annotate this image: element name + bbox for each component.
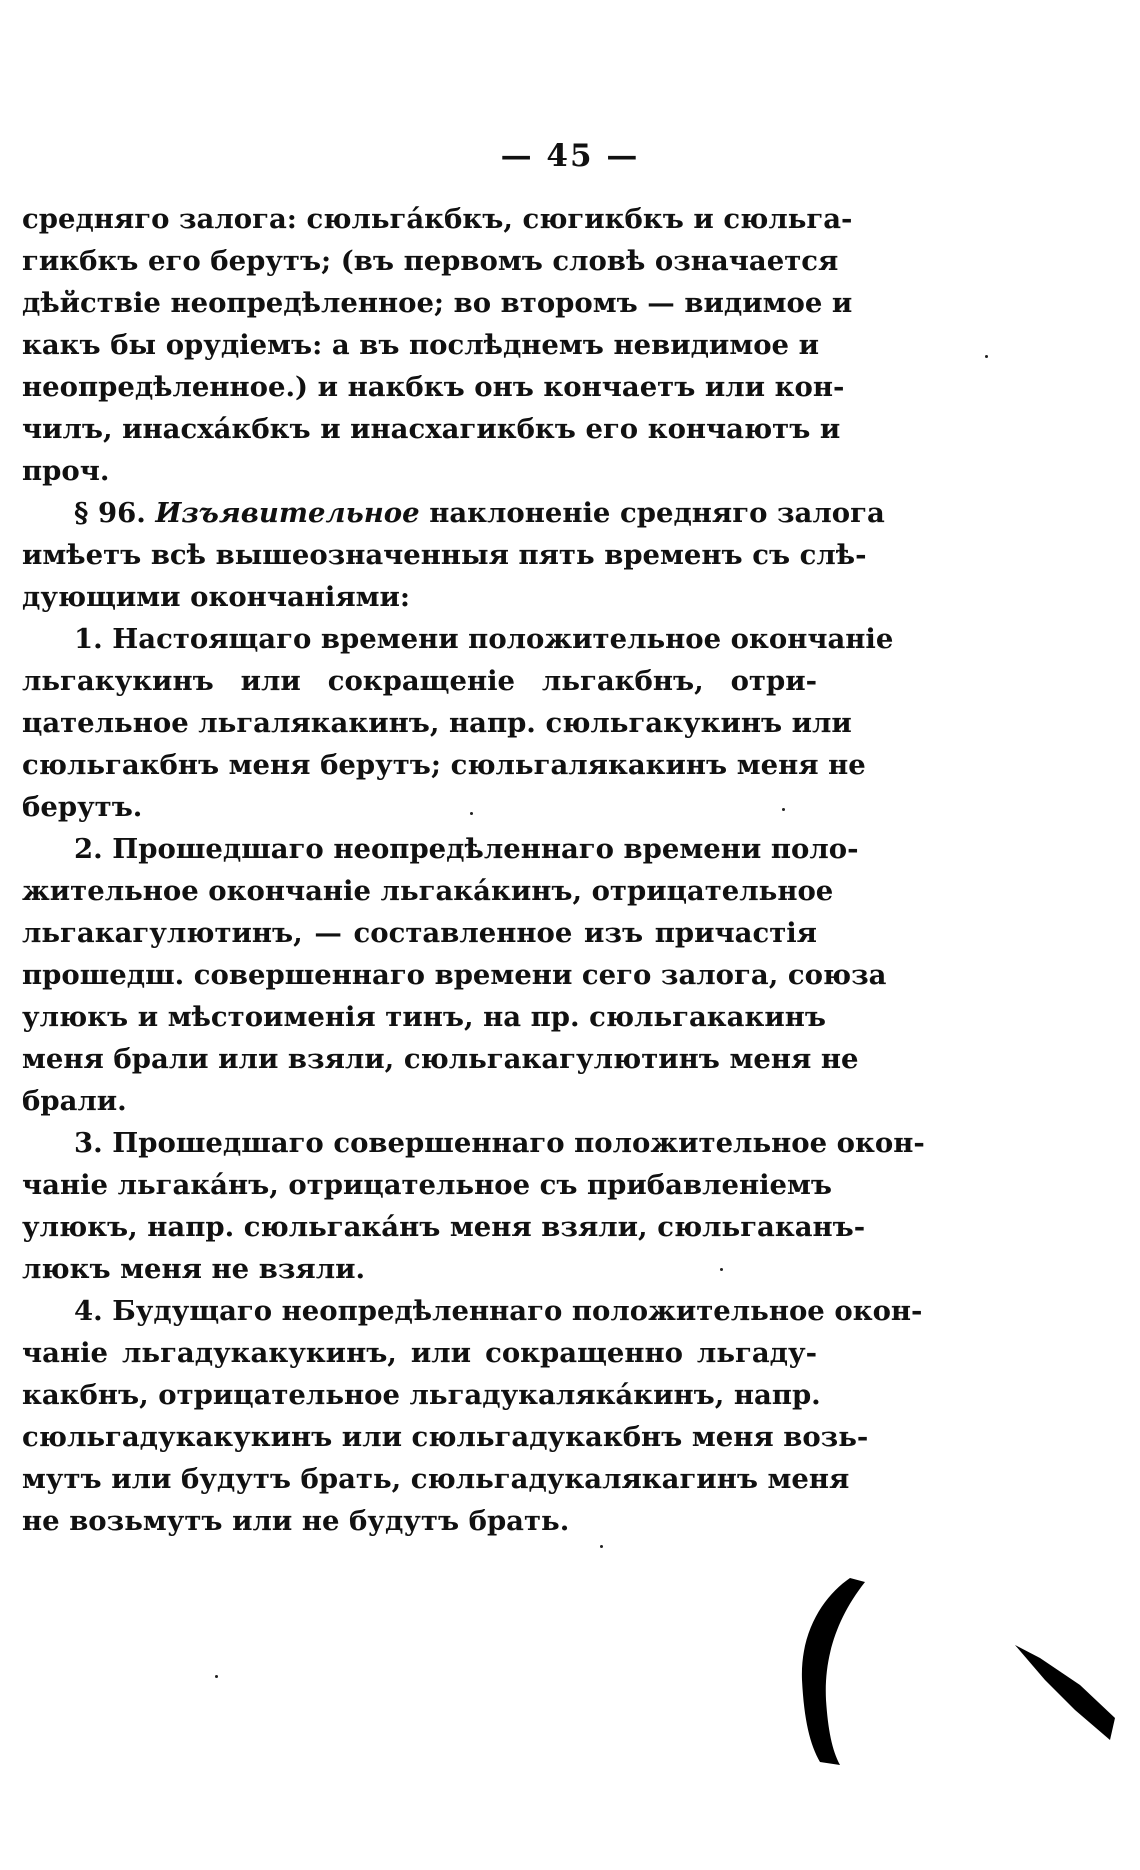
text-line: какъ бы орудіемъ: а въ послѣднемъ невидимое и [22, 329, 820, 361]
text-line: льгакагулютинъ, — составленное изъ причастія [22, 917, 817, 949]
text-line: сюльгадукакукинъ или сюльгадукакбнъ меня возь- [22, 1421, 869, 1453]
text-line: дующими окончаніями: [22, 581, 411, 613]
scan-artifact-right [1010, 1640, 1120, 1750]
text-line: средняго залога: сюльгáкбкъ, сюгикбкъ и сюльга- [22, 203, 853, 235]
text-line: какбнъ, отрицательное льгадукалякáкинъ, напр. [22, 1379, 821, 1411]
section-mark: § 96. [74, 497, 146, 529]
text-line: имѣетъ всѣ вышеозначенныя пять временъ съ слѣ- [22, 539, 867, 571]
text-line: гикбкъ его берутъ; (въ первомъ словѣ означается [22, 245, 839, 277]
scan-speck [215, 1675, 218, 1678]
text-line: 2. Прошедшаго неопредѣленнаго времени поло- [74, 833, 859, 865]
text-line: цательное льгалякакинъ, напр. сюльгакукинъ или [22, 707, 852, 739]
section-title: Изъявительное [155, 497, 420, 529]
text-line: жительное окончаніе льгакáкинъ, отрицательное [22, 875, 834, 907]
text-line: сюльгакбнъ меня берутъ; сюльгалякакинъ меня не [22, 749, 866, 781]
page-number: — 45 — [500, 138, 640, 174]
scan-speck [600, 1545, 603, 1548]
text-line: льгакукинъ или сокращеніе льгакбнъ, отри- [22, 665, 817, 697]
text-line: берутъ. [22, 791, 143, 823]
text-line: 1. Настоящаго времени положительное окончаніе [74, 623, 894, 655]
scan-speck [720, 1268, 723, 1271]
text-line: чаніе льгадукакукинъ, или сокращенно льгаду- [22, 1337, 817, 1369]
text-fragment: наклоненіе средняго залога [429, 497, 885, 529]
scan-speck [985, 355, 988, 358]
scan-speck [782, 808, 785, 811]
text-line: чаніе льгакáнъ, отрицательное съ прибавленіемъ [22, 1169, 833, 1201]
text-line: 3. Прошедшаго совершеннаго положительное окон- [74, 1127, 925, 1159]
section-heading-line [22, 492, 885, 534]
text-line: люкъ меня не взяли. [22, 1253, 366, 1285]
text-line: дѣйствіе неопредѣленное; во второмъ — видимое и [22, 287, 853, 319]
body-text [22, 198, 925, 1542]
text-line: меня брали или взяли, сюльгакагулютинъ меня не [22, 1043, 859, 1075]
text-line: брали. [22, 1085, 127, 1117]
text-line: не возьмутъ или не будутъ брать. [22, 1505, 570, 1537]
text-line: неопредѣленное.) и накбкъ онъ кончаетъ или кон- [22, 371, 845, 403]
scan-artifact-left [780, 1570, 880, 1770]
text-line: проч. [22, 455, 110, 487]
text-line: 4. Будущаго неопредѣленнаго положительное окон- [74, 1295, 923, 1327]
text-line: улюкъ, напр. сюльгакáнъ меня взяли, сюльгаканъ- [22, 1211, 866, 1243]
text-line: прошедш. совершеннаго времени сего залога, союза [22, 959, 887, 991]
text-line: мутъ или будутъ брать, сюльгадукалякагинъ меня [22, 1463, 850, 1495]
text-line: улюкъ и мѣстоименія тинъ, на пр. сюльгакакинъ [22, 1001, 826, 1033]
scan-speck [470, 812, 473, 815]
text-line: чилъ, инасхáкбкъ и инасхагикбкъ его кончаютъ и [22, 413, 841, 445]
